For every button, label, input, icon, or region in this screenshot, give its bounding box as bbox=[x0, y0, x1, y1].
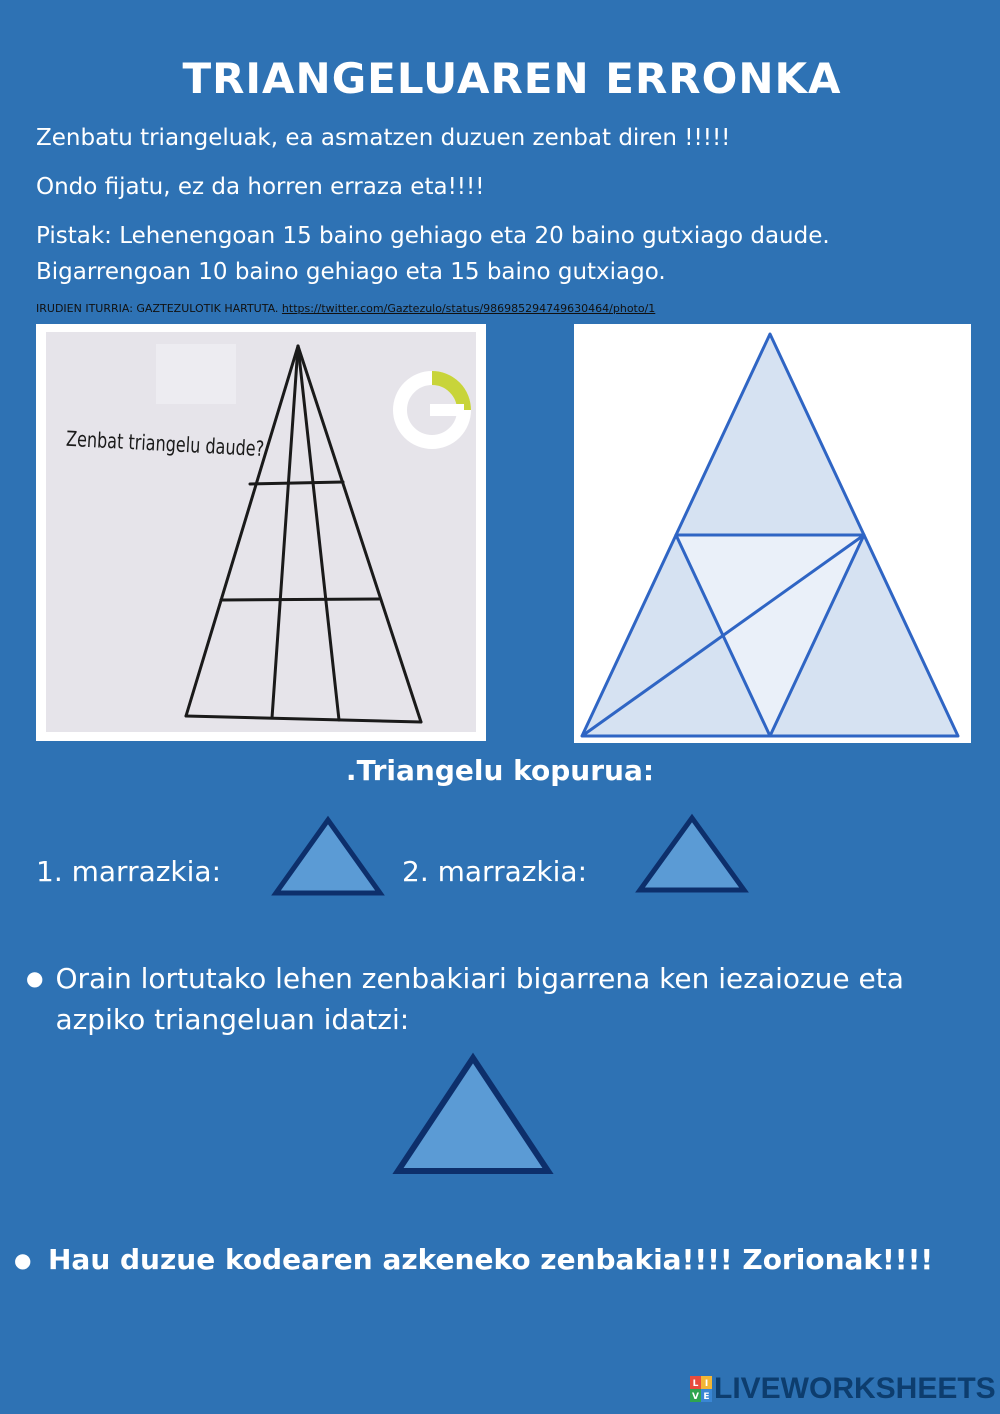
instruction-text: Orain lortutako lehen zenbakiari bigarrena ken iezaiozue eta azpiko triangeluan idatzi: bbox=[55, 962, 904, 1036]
image-source-prefix: IRUDIEN ITURRIA: GAZTEZULOTIK HARTUTA. bbox=[36, 302, 279, 315]
svg-text:E: E bbox=[703, 1392, 710, 1402]
hand-drawn-triangle-figure bbox=[36, 324, 486, 741]
puzzle-question: Zenbat triangelu daude? bbox=[65, 426, 265, 462]
triangle-puzzle-image-2 bbox=[574, 324, 971, 743]
instruction-item bbox=[26, 958, 986, 1040]
page-title: TRIANGELUAREN ERRONKA bbox=[182, 54, 842, 103]
count-heading bbox=[0, 754, 1000, 787]
hints-text: Pistak: Lehenengoan 15 baino gehiago eta 20 baino gutxiago daude. Bigarrengoan 10 baino gehiago eta 15 baino gutxiago. bbox=[36, 223, 830, 285]
final-answer-triangle[interactable] bbox=[392, 1052, 554, 1176]
liveworksheets-logo-icon bbox=[690, 1376, 712, 1402]
image-source-link[interactable]: https://twitter.com/Gaztezulo/status/986985294749630464/photo/1 bbox=[281, 302, 656, 315]
triangle-input-icon bbox=[634, 813, 750, 895]
geometric-triangle-figure bbox=[574, 324, 971, 743]
svg-text:L: L bbox=[692, 1379, 699, 1389]
bullet-icon: ● bbox=[26, 966, 44, 990]
photo-glare bbox=[156, 344, 236, 404]
final-message-item bbox=[14, 1240, 933, 1280]
drawing-1-label: 1. marrazkia: bbox=[36, 855, 222, 888]
liveworksheets-brand bbox=[690, 1372, 996, 1406]
liveworksheets-wordmark: LIVEWORKSHEETS bbox=[714, 1372, 996, 1405]
intro-line-1: Zenbatu triangeluak, ea asmatzen duzuen zenbat diren !!!!! bbox=[36, 125, 731, 151]
drawing-2-answer-triangle[interactable] bbox=[634, 813, 750, 895]
triangle-input-icon bbox=[392, 1052, 554, 1176]
final-message-text: Hau duzue kodearen azkeneko zenbakia!!!! Zorionak!!!! bbox=[48, 1243, 934, 1276]
triangle-puzzle-image-1 bbox=[36, 324, 486, 741]
bullet-icon: ● bbox=[14, 1248, 32, 1272]
image-source-note bbox=[36, 302, 655, 315]
svg-text:I: I bbox=[704, 1379, 709, 1389]
count-heading-text: Triangelu kopurua: bbox=[356, 754, 655, 787]
drawing-2-label: 2. marrazkia: bbox=[402, 855, 588, 888]
triangle-input-icon bbox=[270, 815, 386, 897]
intro-line-2: Ondo fijatu, ez da horren erraza eta!!!! bbox=[36, 174, 485, 200]
svg-text:V: V bbox=[692, 1392, 699, 1402]
drawing-1-answer-triangle[interactable] bbox=[270, 815, 386, 897]
heading-dot: . bbox=[345, 754, 357, 787]
